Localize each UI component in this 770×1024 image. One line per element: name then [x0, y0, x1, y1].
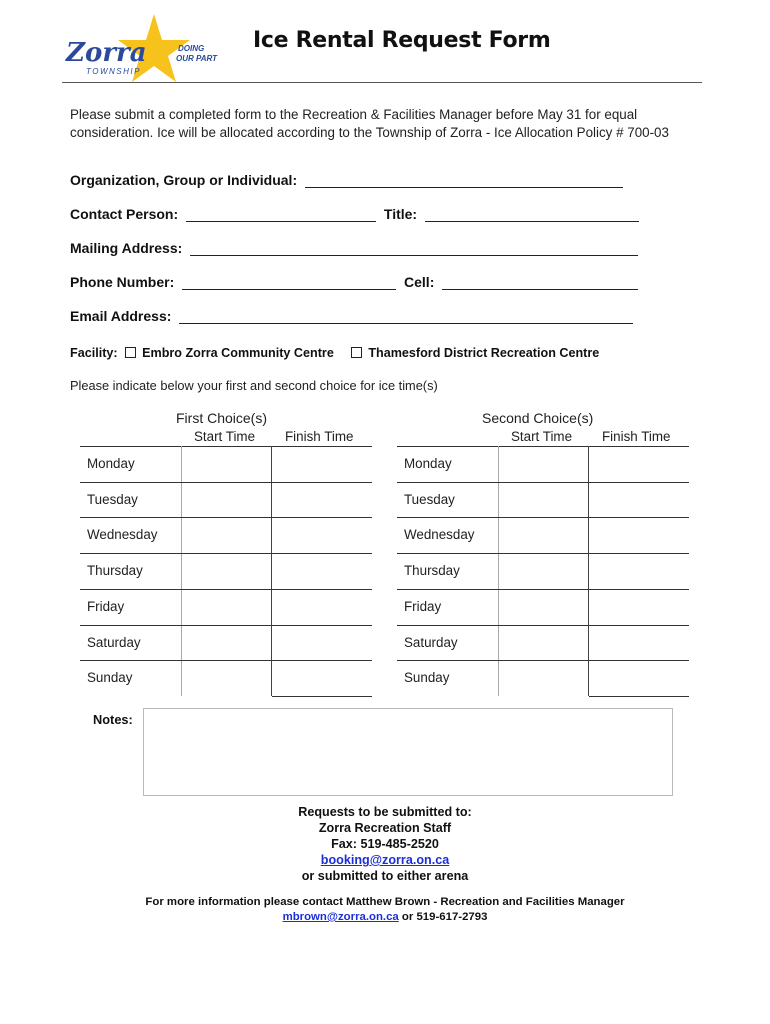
first-start-time-header: Start Time — [194, 429, 256, 444]
second-finish-time-wednesday[interactable] — [589, 517, 689, 552]
submit-line-2: Zorra Recreation Staff — [318, 821, 452, 835]
contact-row — [70, 206, 639, 222]
first-finish-time-thursday[interactable] — [272, 553, 372, 588]
manager-email-link[interactable]: mbrown@zorra.on.ca — [282, 911, 399, 923]
first-start-time-wednesday[interactable] — [182, 517, 270, 552]
zorra-logo — [62, 12, 222, 88]
logo-tagline-1: DOING — [178, 44, 205, 53]
title-label: Title: — [383, 206, 418, 222]
booking-email-link[interactable]: booking@zorra.on.ca — [320, 853, 450, 867]
first-start-time-saturday[interactable] — [182, 625, 270, 660]
first-start-time-thursday[interactable] — [182, 553, 270, 588]
second-start-time-sunday[interactable] — [499, 660, 587, 695]
notes-input[interactable] — [143, 708, 673, 796]
second-finish-time-saturday[interactable] — [589, 625, 689, 660]
email-row — [70, 308, 633, 324]
footer-info — [0, 895, 770, 925]
contact-person-label: Contact Person: — [70, 206, 179, 222]
first-day-friday: Friday — [87, 598, 125, 614]
second-finish-time-monday[interactable] — [589, 446, 689, 481]
second-day-friday: Friday — [404, 598, 442, 614]
mailing-address-input[interactable] — [190, 241, 638, 256]
second-day-thursday: Thursday — [404, 563, 460, 579]
submit-line-5: or submitted to either arena — [301, 869, 469, 883]
first-finish-time-sunday[interactable] — [272, 660, 372, 695]
second-choice-title: Second Choice(s) — [482, 410, 594, 426]
second-start-time-saturday[interactable] — [499, 625, 587, 660]
first-start-time-tuesday[interactable] — [182, 482, 270, 517]
footer-phone: or 519-617-2793 — [398, 911, 488, 923]
first-start-time-monday[interactable] — [182, 446, 270, 481]
second-start-time-thursday[interactable] — [499, 553, 587, 588]
first-start-time-sunday[interactable] — [182, 660, 270, 695]
second-start-time-header: Start Time — [511, 429, 573, 444]
organization-input[interactable] — [305, 173, 623, 188]
phone-number-label: Phone Number: — [70, 274, 175, 290]
page-title: Ice Rental Request Form — [253, 28, 551, 53]
phone-row — [70, 274, 638, 290]
organization-row — [70, 172, 623, 188]
facility-row — [70, 346, 599, 360]
first-day-sunday: Sunday — [87, 670, 133, 686]
first-day-thursday: Thursday — [87, 563, 143, 579]
logo-tagline-2: OUR PART — [176, 54, 218, 63]
second-day-wednesday: Wednesday — [404, 527, 475, 543]
organization-label: Organization, Group or Individual: — [70, 172, 298, 188]
first-finish-time-saturday[interactable] — [272, 625, 372, 660]
mailing-address-label: Mailing Address: — [70, 240, 183, 256]
first-choice-title: First Choice(s) — [176, 410, 268, 426]
cell-input[interactable] — [442, 275, 638, 290]
second-finish-time-tuesday[interactable] — [589, 482, 689, 517]
first-day-wednesday: Wednesday — [87, 527, 158, 543]
first-finish-time-monday[interactable] — [272, 446, 372, 481]
thamesford-checkbox[interactable] — [351, 347, 362, 358]
intro-text: Please submit a completed form to the Recreation & Facilities Manager before May 31 for equal consideration. Ice will be allocated according to the Township of Zorra - Ice Allocation Policy # 700-03 — [70, 107, 669, 140]
second-finish-time-sunday[interactable] — [589, 660, 689, 695]
mailing-row — [70, 240, 638, 256]
submission-info — [0, 804, 770, 884]
second-finish-time-friday[interactable] — [589, 589, 689, 624]
footer-line-1: For more information please contact Matthew Brown - Recreation and Facilities Manager — [145, 896, 625, 908]
second-day-tuesday: Tuesday — [404, 491, 455, 507]
first-finish-time-header: Finish Time — [285, 429, 354, 444]
second-finish-time-header: Finish Time — [602, 429, 671, 444]
second-start-time-tuesday[interactable] — [499, 482, 587, 517]
second-start-time-wednesday[interactable] — [499, 517, 587, 552]
second-finish-time-thursday[interactable] — [589, 553, 689, 588]
facility-label: Facility: — [70, 346, 118, 360]
second-day-saturday: Saturday — [404, 634, 458, 650]
first-finish-time-friday[interactable] — [272, 589, 372, 624]
second-day-monday: Monday — [404, 456, 452, 471]
notes-label: Notes: — [93, 712, 133, 727]
first-finish-time-tuesday[interactable] — [272, 482, 372, 517]
email-address-label: Email Address: — [70, 308, 172, 324]
first-finish-time-wednesday[interactable] — [272, 517, 372, 552]
embro-option-label: Embro Zorra Community Centre — [142, 346, 334, 360]
first-day-tuesday: Tuesday — [87, 491, 138, 507]
second-start-time-friday[interactable] — [499, 589, 587, 624]
header-divider — [62, 82, 702, 83]
second-day-sunday: Sunday — [404, 670, 450, 686]
logo-township: TOWNSHIP — [86, 67, 141, 76]
title-input[interactable] — [425, 207, 639, 222]
embro-checkbox[interactable] — [125, 347, 136, 358]
phone-number-input[interactable] — [182, 275, 396, 290]
email-address-input[interactable] — [179, 309, 633, 324]
first-day-monday: Monday — [87, 456, 135, 471]
thamesford-option-label: Thamesford District Recreation Centre — [368, 346, 600, 360]
first-day-saturday: Saturday — [87, 634, 141, 650]
first-start-time-friday[interactable] — [182, 589, 270, 624]
submit-fax: Fax: 519-485-2520 — [331, 837, 439, 851]
logo-name: Zorra — [66, 38, 147, 68]
indicate-text: Please indicate below your first and second choice for ice time(s) — [70, 378, 438, 393]
first-bottom-rule — [272, 696, 372, 697]
second-start-time-monday[interactable] — [499, 446, 587, 481]
contact-person-input[interactable] — [186, 207, 376, 222]
submit-line-1: Requests to be submitted to: — [298, 805, 472, 819]
second-bottom-rule — [589, 696, 689, 697]
cell-label: Cell: — [404, 274, 435, 290]
